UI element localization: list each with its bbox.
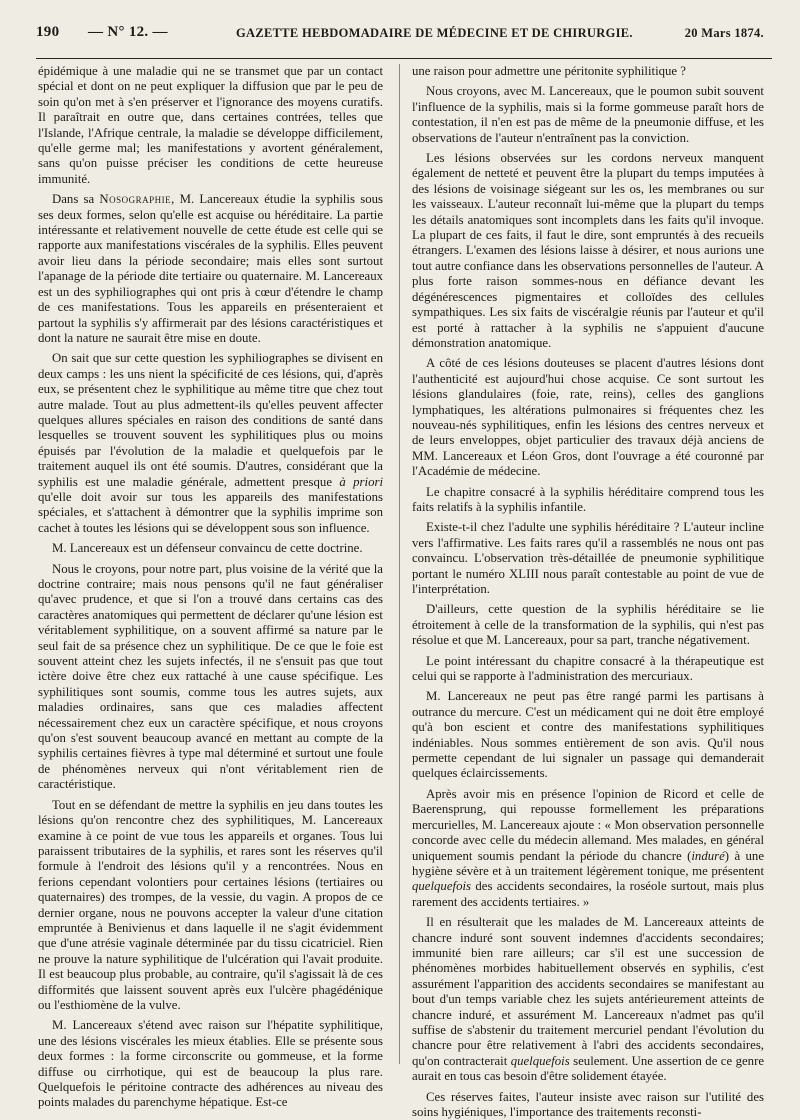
paragraph: D'ailleurs, cette question de la syphilis héréditaire se lie étroitement à celle de la transformation de la syphilis, qui n'est pas résolue et que M. Lancereaux, pour sa part, tranche négativement. [412, 602, 764, 648]
italic-term: quelquefois [510, 1053, 570, 1068]
paragraph: M. Lancereaux est un défenseur convaincu de cette doctrine. [52, 541, 363, 556]
journal-title: GAZETTE HEBDOMADAIRE DE MÉDECINE ET DE CHIRURGIE. [236, 26, 633, 40]
paragraph: épidémique à une maladie qui ne se transmet que par un contact spécial et dont on ne peut expliquer la diffusion que par le peu de soin qu'on met à s'en préserver et l'ignorance des moyens curatifs. Il paraîtrait en outre que, dans certaines contrées, telles que l'Islande, l'Afrique centrale, la maladie se développe difficilement, qu'elle germe mal; les manifestations y avortent généralement, sans qu'on puisse préciser les conditions de cette heureuse immunité. [38, 64, 383, 186]
paragraph: A côté de ces lésions douteuses se placent d'autres lésions dont l'authenticité est aujourd'hui chose acquise. Ce sont surtout les lésions glandulaires (foie, rate, reins), celles des ganglions lymphatiques, les altérations pulmonaires si fréquentes chez les nouveau-nés syphilitiques, enfin les lésions des centres nerveux et de leurs enveloppes, objet particulier des travaux déjà anciens de MM. Lancereaux et Léon Gros, dont l'ouvrage a été couronné par l'Académie de médecine. [412, 356, 764, 479]
page-number: 190 [36, 24, 60, 40]
paragraph: Le chapitre consacré à la syphilis héréditaire comprend tous les faits relatifs à la syphilis infantile. [412, 484, 764, 514]
left-column [38, 64, 383, 1111]
paragraph: Nous croyons, avec M. Lancereaux, que le poumon subit souvent l'influence de la syphilis, mais si la forme gommeuse paraît hors de contestation, il n'en est pas de même de la pneumonie diffuse, et les observations de l'auteur n'entraînent pas la conviction. [412, 84, 764, 145]
paragraph: Dans sa Nosographie, M. Lancereaux étudie la syphilis sous ses deux formes, selon qu'elle est acquise ou héréditaire. La partie intéressante et relativement nouvelle de cette étude est celle qui se rapporte aux manifestations viscérales de la syphilis. Elles peuvent avoir lieu dans la période secondaire; mais elles sont surtout l'apanage de la période dite tertiaire ou quaternaire. M. Lancereaux est un des syphiliographes qui ont pris à cœur d'étendre le champ de ces manifestations. Tous les appareils en présenteraient et partout la syphilis s'y affirmerait par des lésions caractéristiques et dont la nature ne saurait être mise en doute. [38, 192, 383, 345]
italic-term: quelquefois [412, 879, 471, 894]
paragraph: une raison pour admettre une péritonite syphilitique ? [412, 64, 686, 78]
paragraph: Le point intéressant du chapitre consacré à la thérapeutique est celui qui se rapporte à l'administration des mercuriaux. [412, 653, 764, 684]
small-caps-term: Nosographie [99, 192, 172, 207]
paragraph: Ces réserves faites, l'auteur insiste avec raison sur l'utilité des soins hygiéniques, l'importance des traitements reconsti- [412, 1089, 764, 1119]
paragraph: Nous le croyons, pour notre part, plus voisine de la vérité que la doctrine contraire; mais nous pensons qu'il ne faut généraliser qu'avec prudence, et que si l'on a trouvé dans certains cas des caractères anatomiques qui permettent de déclarer qu'une lésion est véritablement syphilitique, on a souvent affirmé sa nature par le seul fait de sa présence chez un syphilitique. De ce que le foie est souvent atteint chez les sujets infectés, il ne s'ensuit pas que tout ictère doive être chez eux rattaché à une cause spécifique. Les syphilitiques sont soumis, comme tous les autres sujets, aux maladies ordinaires, sans que ces maladies affectent nécessairement chez eux un caractère spécifique, et nous croyons qu'on s'est souvent beaucoup avancé en mettant au compte de la syphilis certaines fièvres à type mal déterminé et surtout une foule de phénomènes nerveux qui n'ont véritablement rien de caractéristique. [38, 561, 383, 792]
paragraph: Existe-t-il chez l'adulte une syphilis héréditaire ? L'auteur incline vers l'affirmative. Les faits rares qu'il a rassemblés ne nous ont pas convaincu. L'observation très-détaillée de pneumonie syphilitique portant le numéro XLIII nous paraît contestable au point de vue de l'interprétation. [412, 520, 764, 596]
page-header [36, 22, 772, 48]
paragraph: Il en résulterait que les malades de M. Lancereaux atteints de chancre induré sont souvent indemnes d'accidents secondaires; immunité bien rare ailleurs; car s'il est une succession de phénomènes morbides habituellement observés en syphilis, c'est assurément l'apparition des accidents secondaires se manifestant au bout d'un temps variable chez les sujets antérieurement atteints de chancre induré, et assurément M. Lancereaux n'admet pas qu'il suffise de s'abstenir du traitement mercuriel pendant l'évolution du chancre pour être relativement à l'abri des accidents secondaires, qu'on contracterait quelquefois seulement. Une assertion de ce genre aurait en tous cas besoin d'être solidement étayée. [412, 915, 765, 1084]
right-column [412, 64, 764, 1120]
column-divider [399, 64, 400, 1064]
paragraph: Les lésions observées sur les cordons nerveux manquent également de netteté et peuvent être la plupart du temps imputées à des lésions de voisinage siégeant sur les os, les membranes ou sur les vaisseaux. L'auteur reconnaît lui-même que la plupart du temps les détails anatomiques sont incomplets dans les faits qu'il invoque. La plupart de ces faits, il faut le dire, sont empruntés à des recueils étrangers. L'examen des lésions laisse à désirer, et nous aurions une tout autre confiance dans les observations personnelles de l'auteur. A plus forte raison sommes-nous en défiance devant les dégénérescences pigmentaires et colloïdes des cellules sympathiques. Les six faits de viscéralgie réunis par l'auteur et qu'il est porté à rattacher à la syphilis ne s'appuient d'aucune démonstration anatomique. [412, 151, 764, 350]
header-rule [36, 58, 772, 59]
paragraph: M. Lancereaux s'étend avec raison sur l'hépatite syphilitique, une des lésions viscérales les mieux établies. Elle se présente sous deux formes : la forme circonscrite ou gommeuse, et la forme diffuse ou cirrhotique, qui est de beaucoup la plus rare. Quelquefois le péritoine contracte des adhérences au niveau des points malades du parenchyme hépatique. Est-ce [38, 1018, 383, 1110]
issue-number: — N° 12. — [88, 24, 168, 40]
paragraph: Après avoir mis en présence l'opinion de Ricord et celle de Baerensprung, qui repousse formellement les préparations mercurielles, M. Lancereaux ajoute : « Mon observation personnelle concorde avec celle du médecin allemand. Mes malades, en général uniquement soumis pendant la période du chancre (induré) à une hygiène sévère et à un traitement légèrement tonique, me présentent quelquefois des accidents secondaires, la roséole surtout, mais plus rarement des accidents tertiaires. » [412, 786, 764, 909]
paragraph: On sait que sur cette question les syphiliographes se divisent en deux camps : les uns nient la spécificité de ces lésions, qui, d'après eux, se présentent chez le syphilitique au même titre que chez tout autre malade. Tout au plus admettent-ils qu'elles peuvent affecter quelques allures spéciales en raison des conditions de santé dans lesquelles se trouvent souvent les syphilitiques plus ou moins épuisés par l'évolution de la maladie et quelquefois par le traitement auquel ils ont été soumis. D'autres, considérant que la syphilis est une maladie générale, admettent presque à priori qu'elle doit avoir sur tous les appareils des manifestations spéciales, et s'attachent à démontrer que la syphilis imprime son cachet à toutes les lésions qui se développent sous son influence. [38, 351, 384, 535]
paragraph: Tout en se défendant de mettre la syphilis en jeu dans toutes les lésions qu'on rencontre chez des syphilitiques, M. Lancereaux examine à ce point de vue tous les appareils et organes. Tous lui paraissent tributaires de la syphilis, et rares sont les réserves qu'il formule à l'endroit des lésions qu'il y a rencontrées. Nous en ferions cependant volontiers pour certaines lésions (tertiaires ou quaternaires) des trompes, de la vessie, du vagin. A propos de ce dernier organe, nous ne pouvons accepter la valeur d'une citation empruntée à Benivienus et dans laquelle il ne s'agit évidemment que d'une atrésie vaginale déterminée par du tissu cicatriciel. Rien ne prouve la nature syphilitique de l'ulcération qui l'avait produite. Il est beaucoup plus probable, au contraire, qu'il s'agissait là de ces difformités que laissent souvent après eux l'ulcère phagédénique ou l'esthiomène de la vulve. [38, 797, 383, 1012]
issue-date: 20 Mars 1874. [684, 26, 764, 40]
italic-term: à priori [339, 474, 384, 489]
paragraph: M. Lancereaux ne peut pas être rangé parmi les partisans à outrance du mercure. C'est un médicament qui ne doit être employé qu'à bon escient et contre des manifestations syphilitiques indéniables. Nous sommes entièrement de son avis. Qu'il nous permette cependant de lui signaler un passage qui demanderait quelques éclaircissements. [412, 689, 764, 781]
italic-term: induré [691, 848, 725, 863]
